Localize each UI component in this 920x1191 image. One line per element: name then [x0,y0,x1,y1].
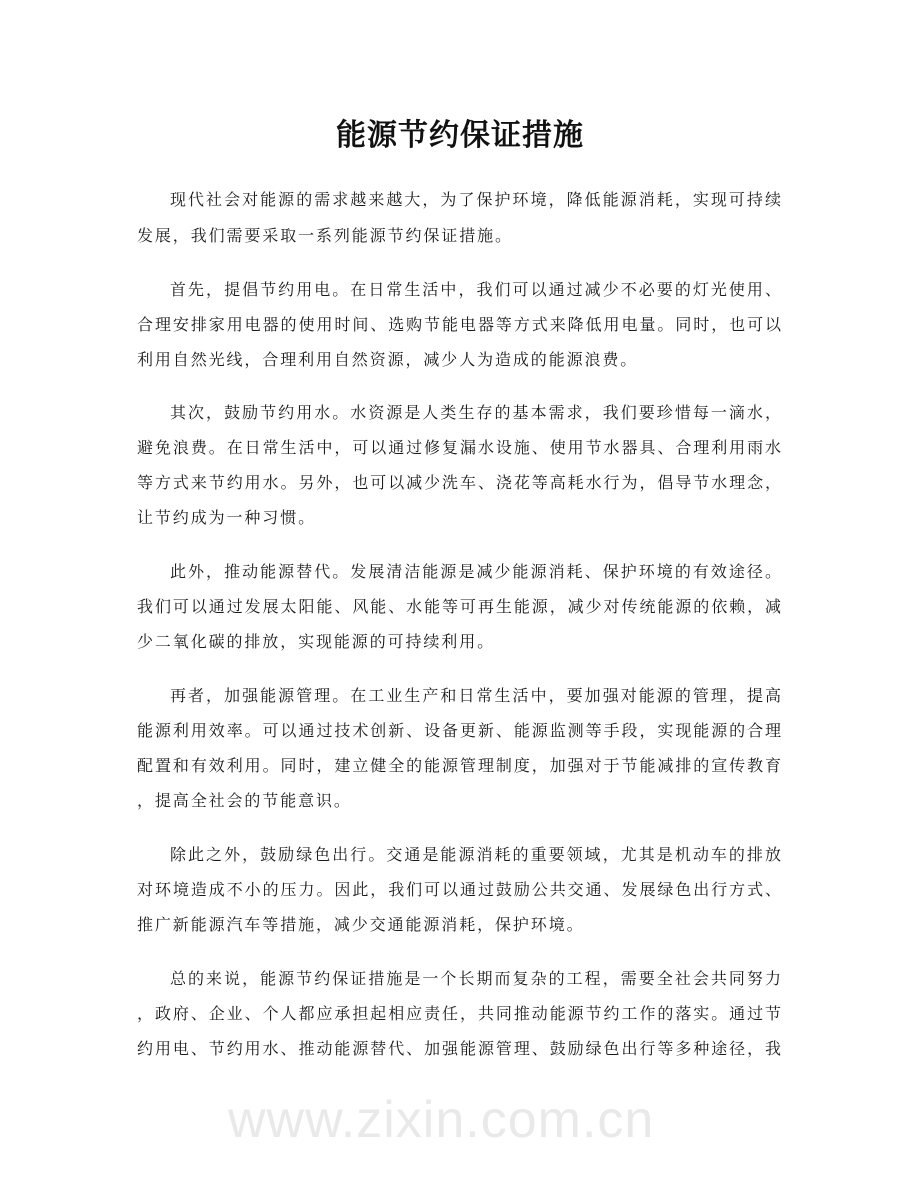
paragraph-line: 对环境造成不小的压力。因此，我们可以通过鼓励公共交通、发展绿色出行方式、 [137,880,783,899]
paragraph-line: 合理安排家用电器的使用时间、选购节能电器等方式来降低用电量。同时，也可以 [137,315,783,334]
paragraph-line: 利用自然光线，合理利用自然资源，减少人为造成的能源浪费。 [137,350,639,369]
paragraph-line: 发展，我们需要采取一系列能源节约保证措施。 [137,226,513,245]
paragraph-line: ，政府、企业、个人都应承担起相应责任，共同推动能源节约工作的落实。通过节 [137,1004,783,1023]
paragraph-line: 此外，推动能源替代。发展清洁能源是减少能源消耗、保护环境的有效途径。 [170,562,783,581]
paragraph-line: 让节约成为一种习惯。 [137,508,317,527]
paragraph-line: 除此之外，鼓励绿色出行。交通是能源消耗的重要领域，尤其是机动车的排放 [170,845,783,864]
paragraph-line: 其次，鼓励节约用水。水资源是人类生存的基本需求，我们要珍惜每一滴水， [170,403,783,422]
paragraph-line: ，提高全社会的节能意识。 [137,791,352,810]
document-title: 能源节约保证措施 [336,118,584,153]
watermark: www.zixin.com.cn [228,1091,655,1149]
paragraph-line: 等方式来节约用水。另外，也可以减少洗车、浇花等高耗水行为，倡导节水理念， [137,473,783,492]
paragraph-line: 少二氧化碳的排放，实现能源的可持续利用。 [137,632,496,651]
paragraph-line: 现代社会对能源的需求越来越大，为了保护环境，降低能源消耗，实现可持续 [170,190,783,209]
paragraph-line: 约用电、节约用水、推动能源替代、加强能源管理、鼓励绿色出行等多种途径，我 [137,1039,783,1058]
paragraph-line: 再者，加强能源管理。在工业生产和日常生活中，要加强对能源的管理，提高 [170,686,783,705]
paragraph-line: 避免浪费。在日常生活中，可以通过修复漏水设施、使用节水器具、合理利用雨水 [137,438,783,457]
paragraph-line: 推广新能源汽车等措施，减少交通能源消耗，保护环境。 [137,915,585,934]
paragraph-line: 配置和有效利用。同时，建立健全的能源管理制度，加强对于节能减排的宣传教育 [137,756,783,775]
paragraph-line: 总的来说，能源节约保证措施是一个长期而复杂的工程，需要全社会共同努力 [170,969,783,988]
paragraph-line: 我们可以通过发展太阳能、风能、水能等可再生能源，减少对传统能源的依赖，减 [137,597,783,616]
paragraph-line: 首先，提倡节约用电。在日常生活中，我们可以通过减少不必要的灯光使用、 [170,280,783,299]
paragraph-line: 能源利用效率。可以通过技术创新、设备更新、能源监测等手段，实现能源的合理 [137,721,783,740]
